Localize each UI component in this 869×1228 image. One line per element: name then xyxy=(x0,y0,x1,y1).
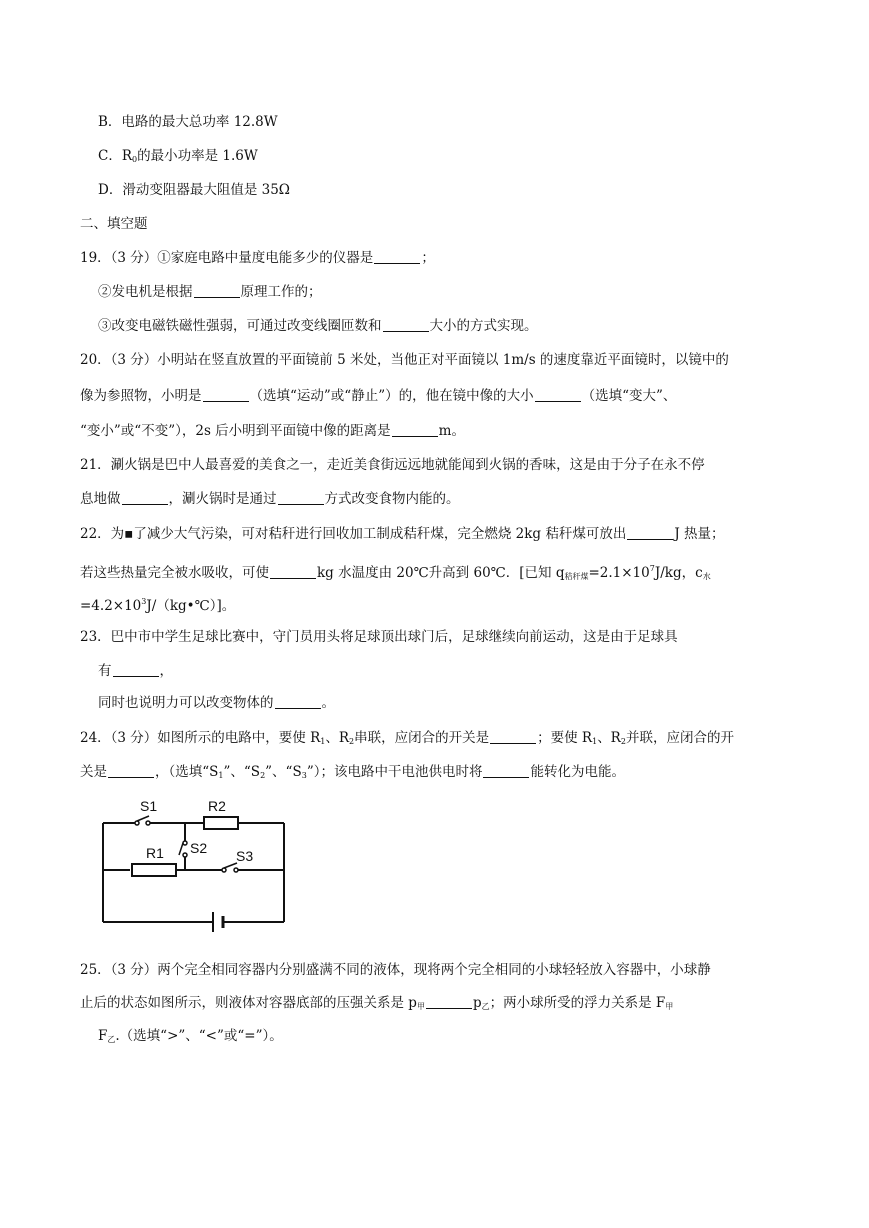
q24-sub: 2 xyxy=(349,737,355,746)
q19-text: ②发电机是根据 xyxy=(98,284,193,300)
q22-text: =4.2×10 xyxy=(80,598,142,614)
option-c xyxy=(98,146,258,170)
q24-text: ；要使 R xyxy=(537,730,593,746)
q25-sub: 乙 xyxy=(107,1035,116,1044)
q24-text: ”、“S xyxy=(223,764,261,780)
q25-text: F xyxy=(98,1028,108,1044)
q20-text: （选填“变大”、 xyxy=(581,388,677,404)
option-c-sub: 0 xyxy=(132,155,138,164)
q21-text: ，涮火锅时是通过 xyxy=(168,491,277,507)
q24-text: ”、“S xyxy=(265,764,302,780)
q23-text: ， xyxy=(159,663,173,679)
label-s1: S1 xyxy=(140,798,158,814)
q20-text: m。 xyxy=(438,423,465,439)
q24-text: 、R xyxy=(597,730,621,746)
q24-text: 串联，应闭合的开关是 xyxy=(354,730,490,746)
q19-text: 原理工作的； xyxy=(240,284,322,300)
answer-blank[interactable] xyxy=(383,317,429,332)
q25-line2 xyxy=(80,993,673,1017)
circuit-diagram xyxy=(100,795,290,945)
q19-text: 大小的方式实现。 xyxy=(429,318,538,334)
q25-text: ；两小球所受的浮力关系是 F xyxy=(489,995,666,1011)
q24-text: 能转化为电能。 xyxy=(530,764,625,780)
q22-text: 22．为▪了减少大气污染，可对秸秆进行回收加工制成秸秆煤，完全燃烧 2kg 秸秆煤可放出 xyxy=(80,526,627,542)
q24-line2 xyxy=(80,762,625,786)
label-s3: S3 xyxy=(236,848,254,864)
q25-sub: 甲 xyxy=(416,1002,425,1011)
q21-text: 息地做 xyxy=(80,491,121,507)
option-c-post: 的最小功率是 1.6W xyxy=(137,148,258,164)
q19-line2 xyxy=(98,282,322,302)
q25-line3 xyxy=(98,1026,283,1050)
q22-sub: 秸秆煤 xyxy=(564,572,589,581)
answer-blank[interactable] xyxy=(270,564,316,579)
q22-text: J 热量； xyxy=(674,526,725,542)
q25-text: 止后的状态如图所示，则液体对容器底部的压强关系是 p xyxy=(80,995,417,1011)
q20-text: 像为参照物，小明是 xyxy=(80,388,202,404)
q24-text: ，（选填“S xyxy=(155,764,219,780)
q25-sub: 乙 xyxy=(481,1002,490,1011)
answer-blank[interactable] xyxy=(122,490,168,505)
q22-text: J/（kg•℃）]。 xyxy=(146,598,236,614)
q22-sup: 3 xyxy=(141,597,147,606)
q23-text: 同时也说明力可以改变物体的 xyxy=(98,695,274,711)
section-title: 二、填空题 xyxy=(80,216,148,232)
q22-text: =2.1×10 xyxy=(588,565,650,581)
q24-sub: 3 xyxy=(301,771,307,780)
option-b: B．电路的最大总功率 12.8W xyxy=(98,114,278,130)
q22-line2 xyxy=(80,559,711,587)
label-r2: R2 xyxy=(208,798,226,814)
q22-sub: 水 xyxy=(702,572,711,581)
q19-text: 19．（3 分）①家庭电路中量度电能多少的仪器是 xyxy=(80,250,374,266)
q21-line2 xyxy=(80,489,460,509)
answer-blank[interactable] xyxy=(426,994,472,1009)
q24-sub: 1 xyxy=(320,737,326,746)
q21-line1: 21．涮火锅是巴中人最喜爱的美食之一，走近美食街远远地就能闻到火锅的香味，这是由于分子在永不停 xyxy=(80,457,705,473)
q20-text: （选填“运动”或“静止”）的，他在镜中像的大小 xyxy=(249,388,534,404)
q24-sub: 1 xyxy=(218,771,224,780)
q19-text: ③改变电磁铁磁性强弱，可通过改变线圈匝数和 xyxy=(98,318,382,334)
answer-blank[interactable] xyxy=(627,525,673,540)
q24-text: 24．（3 分）如图所示的电路中，要使 R xyxy=(80,730,321,746)
answer-blank[interactable] xyxy=(278,490,324,505)
q23-text: 有 xyxy=(98,663,112,679)
answer-blank[interactable] xyxy=(113,662,159,677)
q25-text: p xyxy=(472,995,482,1011)
q24-text: 、R xyxy=(325,730,350,746)
answer-blank[interactable] xyxy=(490,729,536,744)
answer-blank[interactable] xyxy=(392,422,438,437)
q21-text: 方式改变食物内能的。 xyxy=(324,491,460,507)
q24-sub: 2 xyxy=(260,771,266,780)
q24-sub: 1 xyxy=(592,737,598,746)
option-d: D．滑动变阻器最大阻值是 35Ω xyxy=(98,182,290,198)
label-r1: R1 xyxy=(146,845,164,861)
option-c-pre: C．R xyxy=(98,148,132,164)
q20-line1: 20．（3 分）小明站在竖直放置的平面镜前 5 米处，当他正对平面镜以 1m/s 的速度靠近平面镜时，以镜中的 xyxy=(80,352,729,368)
q24-text: 并联，应闭合的开 xyxy=(625,730,734,746)
q25-sub: 甲 xyxy=(665,1002,674,1011)
q24-text: ”）；该电路中干电池供电时将 xyxy=(306,764,483,780)
q25-line1: 25．（3 分）两个完全相同容器内分别盛满不同的液体，现将两个完全相同的小球轻轻放入容器中，小球静 xyxy=(80,962,711,978)
q23-line3 xyxy=(98,693,335,713)
answer-blank[interactable] xyxy=(535,387,581,402)
q22-text: kg 水温度由 20℃升高到 60℃．[已知 q xyxy=(317,565,565,581)
answer-blank[interactable] xyxy=(483,763,529,778)
q23-line1: 23．巴中市中学生足球比赛中，守门员用头将足球顶出球门后，足球继续向前运动，这是由于足球具 xyxy=(80,629,678,645)
answer-blank[interactable] xyxy=(203,387,249,402)
q24-text: 关是 xyxy=(80,764,107,780)
q22-line3 xyxy=(80,592,235,616)
q22-text: J/kg，c xyxy=(654,565,703,581)
q20-line3 xyxy=(80,421,465,441)
q19-line1 xyxy=(80,248,435,268)
q24-sub: 2 xyxy=(620,737,626,746)
answer-blank[interactable] xyxy=(374,249,420,264)
q22-line1 xyxy=(80,524,725,544)
q19-line3 xyxy=(98,316,538,336)
q20-text: “变小”或“不变”），2s 后小明到平面镜中像的距离是 xyxy=(80,423,391,439)
q24-line1 xyxy=(80,728,734,752)
q23-text: 。 xyxy=(321,695,335,711)
q25-text: .（选填“>”、“<”或“=”）。 xyxy=(115,1028,283,1044)
q19-text: ； xyxy=(421,250,435,266)
q20-line2 xyxy=(80,386,676,406)
q22-sup: 7 xyxy=(649,564,655,573)
label-s2: S2 xyxy=(190,840,208,856)
q23-line2 xyxy=(98,661,173,681)
q22-text: 若这些热量完全被水吸收，可使 xyxy=(80,565,269,581)
answer-blank[interactable] xyxy=(275,694,321,709)
answer-blank[interactable] xyxy=(194,283,240,298)
answer-blank[interactable] xyxy=(108,763,154,778)
